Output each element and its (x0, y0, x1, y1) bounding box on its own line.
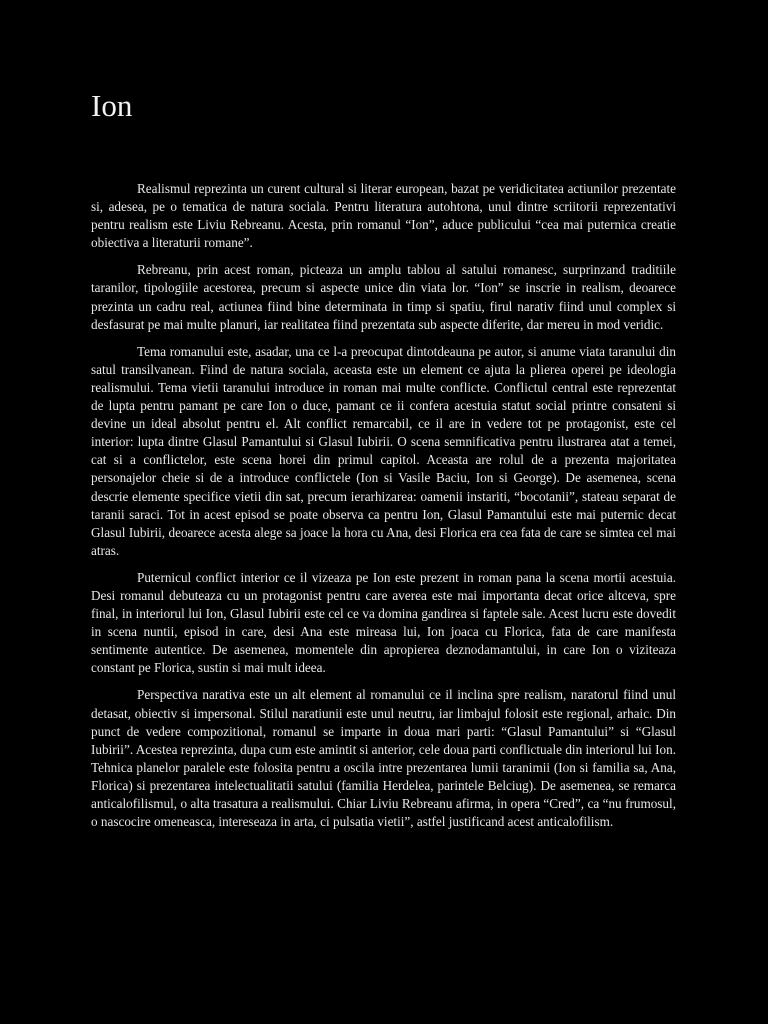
document-body (91, 180, 676, 840)
document-title: Ion (91, 88, 133, 123)
paragraph-4: Puternicul conflict interior ce il vizeaza pe Ion este prezent in roman pana la scena mortii acestuia. Desi romanul debuteaza cu un protagonist pentru care averea este mai importanta decat orice altceva, spre final, in interiorul lui Ion, Glasul Iubirii este cel ce va domina gandirea si faptele sale. Acest lucru este dovedit in scena nuntii, episod in care, desi Ana este mireasa lui, Ion joaca cu Florica, fata de care manifesta sentimente autentice. De asemenea, momentele din apropierea deznodamantului, in care Ion o viziteaza constant pe Florica, sustin si mai mult ideea. (91, 569, 676, 676)
paragraph-5: Perspectiva narativa este un alt element al romanului ce il inclina spre realism, naratorul fiind unul detasat, obiectiv si impersonal. Stilul naratiunii este unul neutru, iar limbajul folosit este regional, arhaic. Din punct de vedere compozitional, romanul se imparte in doua mari parti: “Glasul Pamantului” si “Glasul Iubirii”. Acestea reprezinta, dupa cum este amintit si anterior, cele doua parti conflictuale din interiorul lui Ion. Tehnica planelor paralele este folosita pentru a oscila intre prezentarea lumii taranimii (Ion si familia sa, Ana, Florica) si prezentarea intelectualitatii satului (familia Herdelea, parintele Belciug). De asemenea, se remarca anticalofilismul, o alta trasatura a realismului. Chiar Liviu Rebreanu afirma, in opera “Cred”, ca “nu frumosul, o nascocire omeneasca, intereseaza in arta, ci pulsatia vietii”, astfel justificand acest anticalofilism. (91, 687, 676, 830)
paragraph-3: Tema romanului este, asadar, una ce l-a preocupat dintotdeauna pe autor, si anume viata taranului din satul transilvanean. Fiind de natura sociala, aceasta este un element ce ajuta la plierea operei pe ideologia realismului. Tema vietii taranului introduce in roman mai multe conflicte. Conflictul central este reprezentat de lupta pentru pamant pe care Ion o duce, pamant ce ii confera acestuia statut social printre consateni si devine un ideal absolut pentru el. Alt conflict remarcabil, ce il are in vedere tot pe protagonist, este cel interior: lupta dintre Glasul Pamantului si Glasul Iubirii. O scena semnificativa pentru ilustrarea atat a temei, cat si a conflictelor, este scena horei din primul capitol. Aceasta are rolul de a prezenta majoritatea personajelor cheie si de a introduce conflictele (Ion si Vasile Baciu, Ion si George). De asemenea, scena descrie elemente specifice vietii din sat, precum ierarhizarea: oamenii instariti, “bocotanii”, stateau separat de taranii saraci. Tot in acest episod se poate observa ca pentru Ion, Glasul Pamantului este mai puternic decat Glasul Iubirii, deoarece acesta alege sa joace la hora cu Ana, desi Florica era cea fata de care se simtea cel mai atras. (91, 343, 676, 558)
paragraph-1: Realismul reprezinta un curent cultural si literar european, bazat pe veridicitatea actiunilor prezentate si, adesea, pe o tematica de natura sociala. Pentru literatura autohtona, unul dintre scriitorii reprezentativi pentru realism este Liviu Rebreanu. Acesta, prin romanul “Ion”, aduce publicului “cea mai puternica creatie obiectiva a literaturii romane”. (91, 181, 676, 251)
paragraph-2: Rebreanu, prin acest roman, picteaza un amplu tablou al satului romanesc, surprinzand traditiile taranilor, tipologiile acestorea, precum si aspecte unice din viata lor. “Ion” se inscrie in realism, deoarece prezinta un cadru real, actiunea fiind bine determinata in timp si spatiu, firul narativ fiind unul complex si desfasurat pe mai multe planuri, iar realitatea fiind prezentata sub aspecte diferite, dar mereu in mod veridic. (91, 262, 676, 332)
